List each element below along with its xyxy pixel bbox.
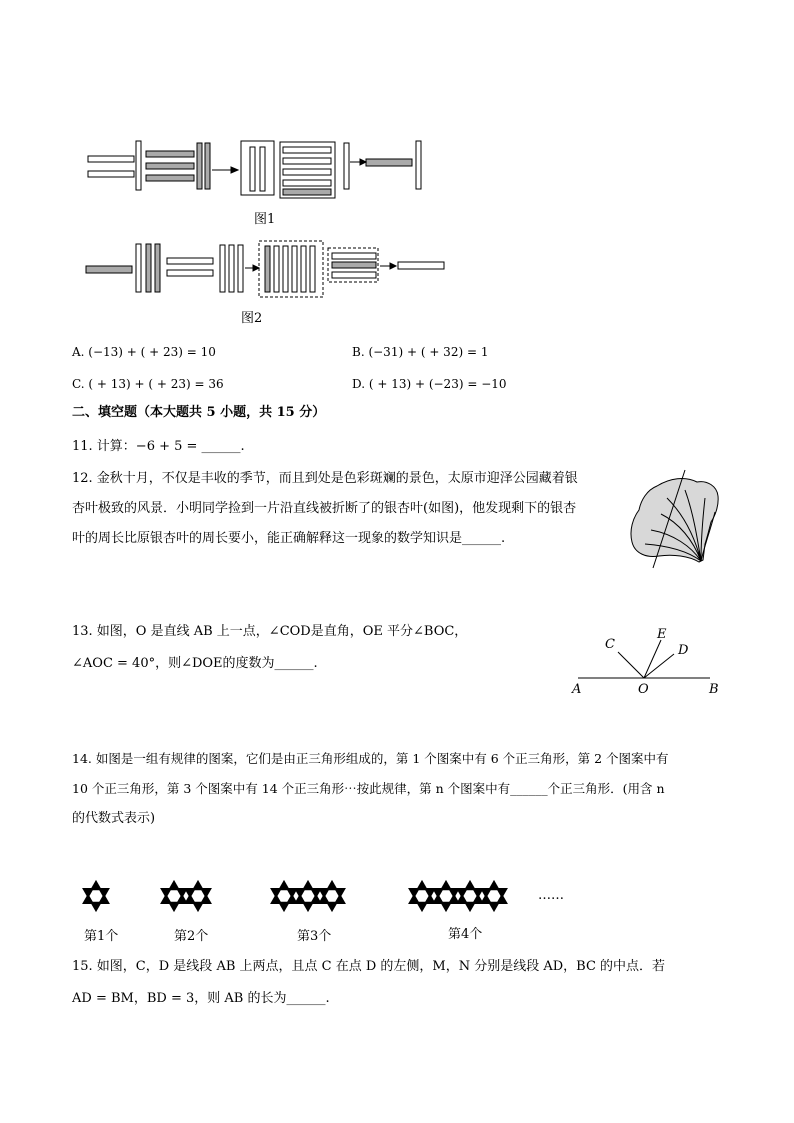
option-d: D. ( + 13) + (−23) = −10 [352, 377, 507, 391]
question-13-line-2: ∠AOC = 40°，则∠DOE的度数为______. [72, 656, 318, 671]
option-c: C. ( + 13) + ( + 23) = 36 [72, 377, 224, 391]
label-d: D [678, 643, 689, 658]
section-heading: 二、填空题（本大题共 5 小题，共 15 分） [72, 405, 326, 420]
question-14-line-3: 的代数式表示) [72, 811, 156, 826]
question-15-line-2: AD = BM，BD = 3，则 AB 的长为______. [72, 991, 330, 1006]
label-c: C [605, 637, 615, 652]
figure-2-caption: 图2 [241, 311, 263, 326]
question-11: 11. 计算：−6 + 5 = ______. [72, 439, 245, 454]
pattern-triangle [334, 888, 346, 898]
question-14-line-2: 10 个正三角形，第 3 个图案中有 14 个正三角形⋯按此规律，第 n 个图案中有______个正三角形．(用含 n [72, 781, 665, 796]
label-a: A [572, 682, 582, 697]
pattern-triangle [496, 888, 508, 898]
label-e: E [657, 627, 667, 642]
option-a: A. (−13) + ( + 23) = 10 [72, 345, 216, 359]
question-12-line-3: 叶的周长比原银杏叶的周长要小，能正确解释这一现象的数学知识是______. [72, 531, 506, 546]
pattern-triangle [98, 888, 110, 898]
question-13-line-1: 13. 如图，O 是直线 AB 上一点，∠COD是直角，OE 平分∠BOC， [72, 624, 468, 639]
pattern-triangle [200, 888, 212, 898]
question-15-line-1: 15. 如图，C，D 是线段 AB 上两点，且点 C 在点 D 的左侧，M，N 分别是线段 AD，BC 的中点．若 [72, 959, 666, 974]
option-b: B. (−31) + ( + 32) = 1 [352, 345, 489, 359]
question-12-line-2: 杏叶极致的风景．小明同学捡到一片沿直线被折断了的银杏叶(如图)，他发现剩下的银杏 [72, 501, 577, 516]
question-12-line-1: 12. 金秋十月，不仅是丰收的季节，而且到处是色彩斑斓的景色，太原市迎泽公园藏着银 [72, 471, 578, 486]
pattern-caption-2: 第2个 [174, 929, 209, 944]
label-b: B [709, 682, 719, 697]
question-14-line-1: 14. 如图是一组有规律的图案，它们是由正三角形组成的，第 1 个图案中有 6 个正三角形，第 2 个图案中有 [72, 751, 669, 766]
pattern-caption-3: 第3个 [297, 929, 332, 944]
figure-1-caption: 图1 [254, 212, 276, 227]
label-o: O [638, 682, 649, 697]
triangle-pattern-diagram [0, 860, 794, 930]
pattern-caption-1: 第1个 [84, 929, 119, 944]
figure-1-diagram [0, 0, 794, 330]
pattern-caption-4: 第4个 [448, 927, 483, 942]
pattern-ellipsis: …… [538, 888, 564, 903]
ginkgo-leaf-illustration [625, 468, 725, 568]
